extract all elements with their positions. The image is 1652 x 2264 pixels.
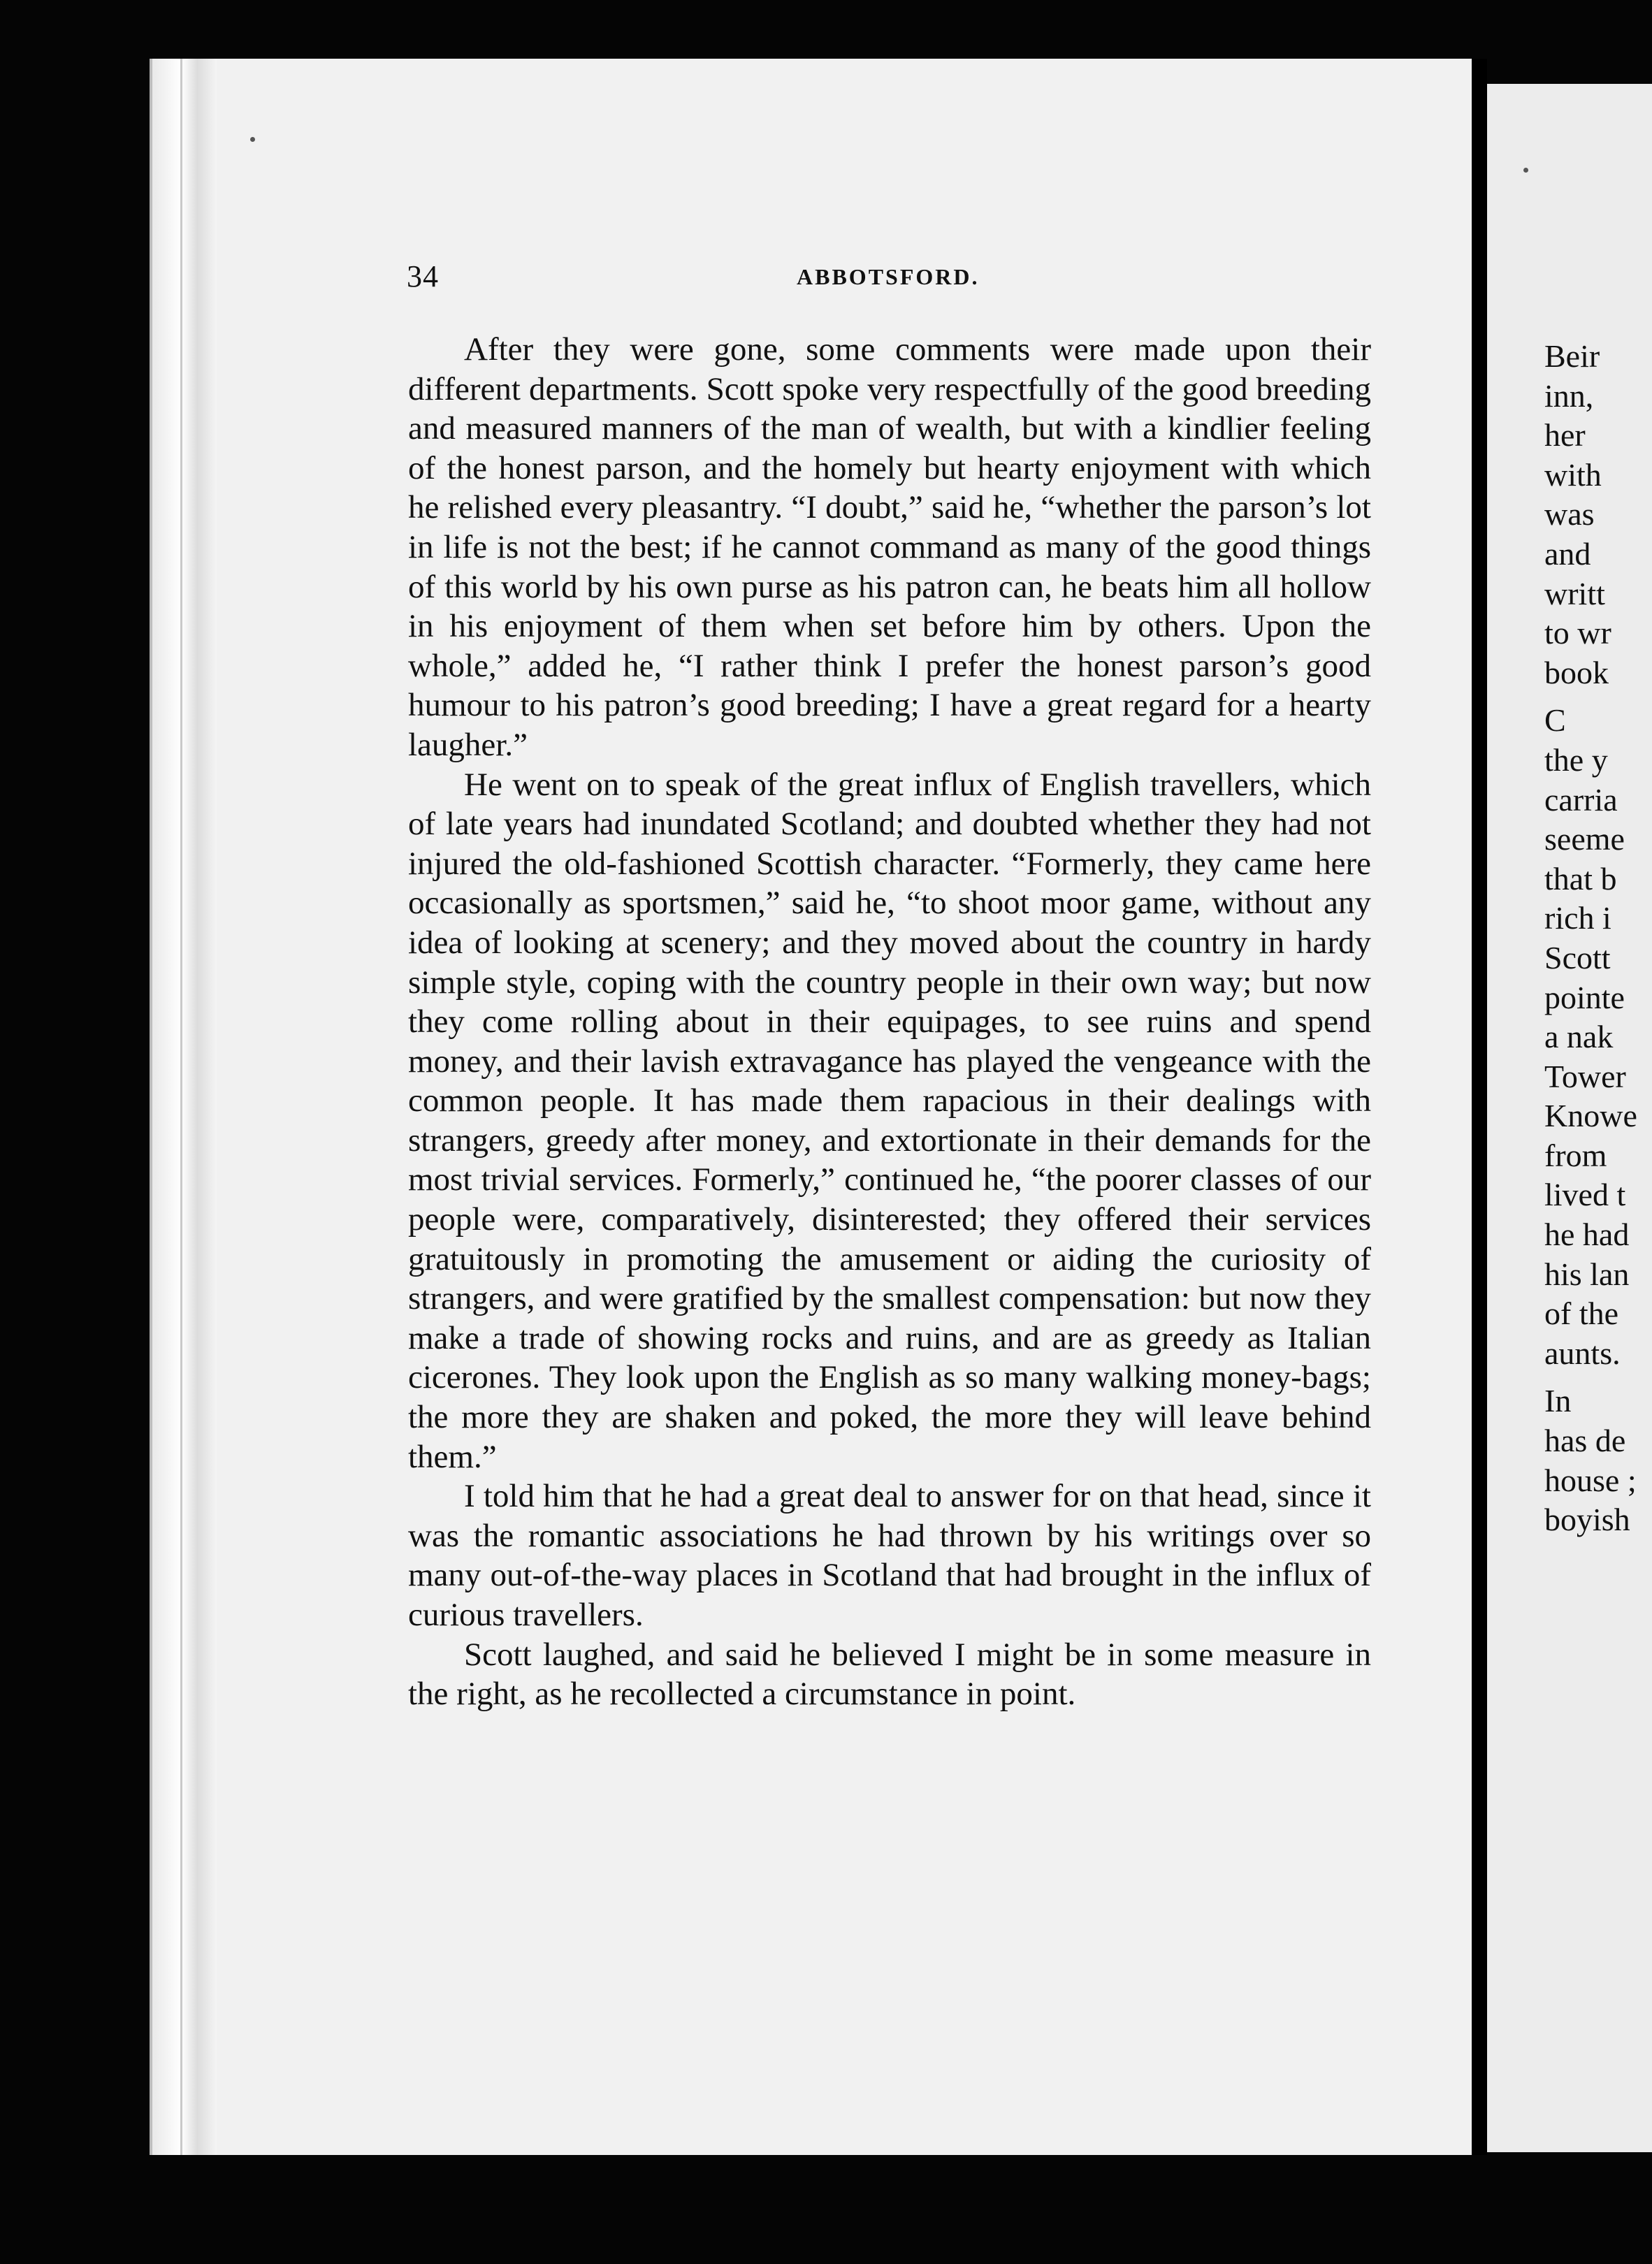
- facing-line: C: [1544, 702, 1566, 739]
- facing-line: aunts.: [1544, 1335, 1621, 1371]
- facing-line: lived t: [1544, 1177, 1626, 1213]
- running-head: ABBOTSFORD.: [797, 264, 980, 289]
- facing-line: of the: [1544, 1296, 1619, 1332]
- facing-line: book: [1544, 654, 1609, 690]
- page-edge: [150, 59, 217, 2155]
- facing-line: writt: [1544, 575, 1605, 611]
- facing-line: a nak: [1544, 1019, 1614, 1055]
- facing-line: Beir: [1544, 338, 1600, 374]
- facing-line: from: [1544, 1137, 1607, 1173]
- facing-line: has de: [1544, 1423, 1626, 1459]
- body-text: [408, 330, 1371, 1714]
- facing-line: Tower: [1544, 1058, 1626, 1094]
- facing-line: her: [1544, 417, 1586, 453]
- paragraph: Scott laughed, and said he believed I might be in some measure in the right, as he recollected a circumstance in point.: [408, 1636, 1371, 1713]
- facing-line: Scott: [1544, 939, 1611, 975]
- page-header: [407, 259, 1371, 307]
- facing-line: In: [1544, 1383, 1572, 1419]
- facing-line: rich i: [1544, 900, 1611, 936]
- book-gutter: [1472, 59, 1487, 2155]
- facing-line: with: [1544, 456, 1602, 493]
- facing-gap: [1544, 692, 1652, 701]
- facing-line: Knowe: [1544, 1098, 1637, 1134]
- facing-line: his lan: [1544, 1256, 1630, 1292]
- facing-line: seeme: [1544, 821, 1625, 857]
- speck: [250, 137, 255, 142]
- facing-line: inn,: [1544, 377, 1594, 414]
- facing-gap: [1544, 1373, 1652, 1381]
- facing-page-text: [1544, 337, 1652, 1540]
- facing-line: that b: [1544, 860, 1617, 897]
- facing-line: house ;: [1544, 1462, 1637, 1498]
- paragraph: After they were gone, some comments were made upon their different departments. Scott spoke very respectfully of the good breeding and measured manners of the man of wealth, but with a kindlier feeling of the honest parson, and the homely but hearty enjoyment with which he relished every pleasantry. “I doubt,” said he, “whether the parson’s lot in life is not the best; if he cannot command as many of the good things of this world by his own purse as his patron can, he beats him all hollow in his enjoyment of them when set before him by others. Upon the whole,” added he, “I rather think I prefer the honest parson’s good humour to his patron’s good breeding; I have a great regard for a hearty laugher.”: [408, 331, 1371, 763]
- speck: [1523, 168, 1528, 173]
- facing-line: the y: [1544, 741, 1608, 778]
- facing-line: boyish: [1544, 1502, 1630, 1538]
- facing-line: to wr: [1544, 615, 1611, 651]
- facing-line: was: [1544, 496, 1595, 532]
- paragraph: He went on to speak of the great influx of English travellers, which of late years had inundated Scotland; and doubted whether they had not injured the old-fashioned Scottish character. “Formerly, they came here occasionally as sportsmen,” said he, “to shoot moor game, without any idea of looking at scenery; and they moved about the country in hardy simple style, coping with the country people in their own way; but now they come rolling about in their equipages, to see ruins and spend money, and their lavish extravagance has played the vengeance with the common people. It has made them rapacious in their dealings with strangers, greedy after money, and extortionate in their demands for the most trivial services. Formerly,” continued he, “the poorer classes of our people were, comparatively, disinterested; they offered their services gratuitously in promoting the amusement or aiding the curiosity of strangers, and were gratified by the smallest compensation: but now they make a trade of showing rocks and ruins, and are as greedy as Italian cicerones. They look upon the English as so many walking money-bags; the more they are shaken and poked, the more they will leave behind them.”: [408, 766, 1371, 1475]
- page-number: 34: [407, 259, 439, 293]
- facing-line: and: [1544, 535, 1591, 572]
- facing-line: carria: [1544, 781, 1618, 818]
- facing-line: he had: [1544, 1217, 1630, 1253]
- paragraph: I told him that he had a great deal to answer for on that head, since it was the romantic associations he had thrown by his writings over so many out-of-the-way places in Scotland that had brought in the influx of curious travellers.: [408, 1478, 1371, 1633]
- facing-line: pointe: [1544, 979, 1625, 1015]
